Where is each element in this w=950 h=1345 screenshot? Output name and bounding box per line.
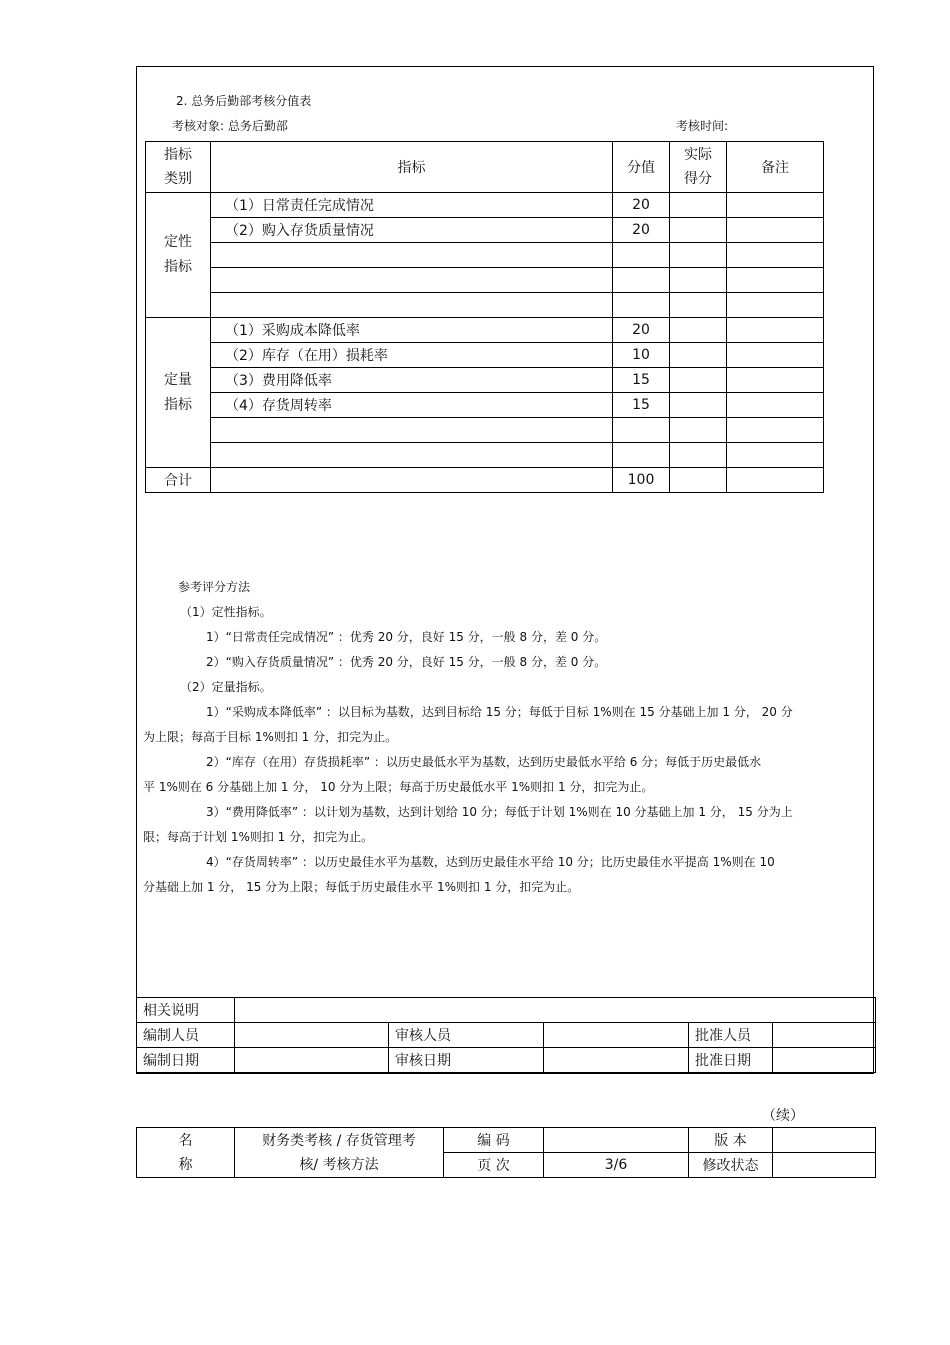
related-row	[137, 998, 876, 1023]
note-cell	[727, 268, 824, 293]
document-name-line2: 核/ 考核方法	[299, 1156, 379, 1173]
indicator-cell: （2）购入存货质量情况	[211, 218, 613, 243]
quantitative-item-1-line2: 为上限；每高于目标 1%则扣 1 分，扣完为止。	[143, 730, 398, 744]
footer-row-1	[137, 1128, 876, 1153]
quantitative-item-4-line2: 分基础上加 1 分， 15 分为上限；每低于历史最佳水平 1%则扣 1 分，扣完为止。	[143, 880, 580, 894]
total-row	[146, 468, 824, 493]
table-row	[146, 218, 824, 243]
page-label: 页 次	[444, 1153, 544, 1178]
header-score: 分值	[613, 142, 670, 193]
table-header-row	[146, 142, 824, 193]
quantitative-item-3-line2: 限；每高于计划 1%则扣 1 分，扣完为止。	[143, 830, 374, 844]
quantitative-label	[146, 318, 211, 468]
header-actual-line2: 得分	[684, 171, 712, 187]
document-name-line1: 财务类考核 / 存货管理考	[262, 1132, 416, 1149]
actual-cell	[670, 343, 727, 368]
note-cell	[727, 393, 824, 418]
indicator-cell	[211, 418, 613, 443]
quantitative-item-2-line2: 平 1%则在 6 分基础上加 1 分， 10 分为上限；每高于历史最低水平 1%则扣 1 分，扣完为止。	[143, 780, 654, 794]
actual-cell	[670, 293, 727, 318]
version-label: 版 本	[689, 1128, 773, 1153]
reviewed-by-label: 审核人员	[389, 1023, 544, 1048]
score-cell	[613, 243, 670, 268]
table-row	[146, 318, 824, 343]
table-row	[146, 343, 824, 368]
indicator-cell	[211, 443, 613, 468]
qualitative-method-title: （1）定性指标。	[180, 605, 272, 619]
score-cell	[613, 418, 670, 443]
note-cell	[727, 468, 824, 493]
document-footer-table	[136, 1127, 876, 1178]
approved-by-label: 批准人员	[689, 1023, 773, 1048]
actual-cell	[670, 318, 727, 343]
note-cell	[727, 418, 824, 443]
table-row	[146, 268, 824, 293]
note-cell	[727, 368, 824, 393]
quantitative-method-title: （2）定量指标。	[180, 680, 272, 694]
code-value	[544, 1128, 689, 1153]
header-category-line2: 类别	[164, 171, 192, 187]
prepared-date-label: 编制日期	[137, 1048, 235, 1073]
table-row	[146, 393, 824, 418]
qualitative-item-2: 2）“购入存货质量情况” ：优秀 20 分，良好 15 分，一般 8 分，差 0 分。	[206, 655, 607, 669]
quantitative-item-3-line1: 3）“费用降低率” ：以计划为基数，达到计划给 10 分；每低于计划 1%则在 10 分基础上加 1 分， 15 分为上	[206, 805, 793, 819]
page-value: 3/6	[544, 1153, 689, 1178]
reviewed-by-value	[544, 1023, 689, 1048]
quantitative-item-4-line1: 4）“存货周转率” ：以历史最佳水平为基数，达到历史最佳水平给 10 分；比历史最佳水平提高 1%则在 10	[206, 855, 775, 869]
indicator-cell	[211, 268, 613, 293]
score-cell: 15	[613, 368, 670, 393]
score-cell: 20	[613, 318, 670, 343]
quantitative-label-line2: 指标	[164, 396, 192, 413]
approved-date-value	[773, 1048, 876, 1073]
note-cell	[727, 218, 824, 243]
personnel-row	[137, 1023, 876, 1048]
actual-cell	[670, 443, 727, 468]
actual-cell	[670, 393, 727, 418]
revision-value	[773, 1153, 876, 1178]
header-category	[146, 142, 211, 193]
actual-cell	[670, 468, 727, 493]
indicator-cell	[211, 243, 613, 268]
score-cell: 20	[613, 193, 670, 218]
qualitative-label-line1: 定性	[164, 234, 192, 250]
indicator-cell: （3）费用降低率	[211, 368, 613, 393]
revision-label: 修改状态	[689, 1153, 773, 1178]
indicator-cell: （4）存货周转率	[211, 393, 613, 418]
actual-cell	[670, 368, 727, 393]
note-cell	[727, 318, 824, 343]
qualitative-label	[146, 193, 211, 318]
actual-cell	[670, 218, 727, 243]
document-name	[235, 1128, 444, 1178]
code-label: 编 码	[444, 1128, 544, 1153]
related-label: 相关说明	[137, 998, 235, 1023]
score-cell: 10	[613, 343, 670, 368]
version-value	[773, 1128, 876, 1153]
table-row	[146, 418, 824, 443]
approved-by-value	[773, 1023, 876, 1048]
approved-date-label: 批准日期	[689, 1048, 773, 1073]
indicator-cell: （2）库存（在用）损耗率	[211, 343, 613, 368]
approval-table	[136, 997, 876, 1073]
assessment-target: 考核对象: 总务后勤部	[172, 119, 288, 133]
name-label-line2: 称	[178, 1156, 193, 1173]
table-row	[146, 293, 824, 318]
note-cell	[727, 193, 824, 218]
date-row	[137, 1048, 876, 1073]
actual-cell	[670, 243, 727, 268]
actual-cell	[670, 268, 727, 293]
header-indicator: 指标	[211, 142, 613, 193]
method-title: 参考评分方法	[178, 580, 251, 594]
indicator-cell	[211, 468, 613, 493]
score-table	[145, 141, 824, 493]
score-cell: 20	[613, 218, 670, 243]
score-cell: 15	[613, 393, 670, 418]
score-cell	[613, 293, 670, 318]
indicator-cell	[211, 293, 613, 318]
qualitative-label-line2: 指标	[164, 259, 192, 275]
indicator-cell: （1）采购成本降低率	[211, 318, 613, 343]
prepared-by-value	[235, 1023, 389, 1048]
total-label: 合计	[146, 468, 211, 493]
note-cell	[727, 293, 824, 318]
name-label-line1: 名	[178, 1132, 193, 1149]
table-row	[146, 193, 824, 218]
quantitative-item-1-line1: 1）“采购成本降低率” ：以目标为基数，达到目标给 15 分；每低于目标 1%则在 15 分基础上加 1 分， 20 分	[206, 705, 793, 719]
score-cell	[613, 268, 670, 293]
score-cell	[613, 443, 670, 468]
prepared-by-label: 编制人员	[137, 1023, 235, 1048]
indicator-cell: （1）日常责任完成情况	[211, 193, 613, 218]
reviewed-date-value	[544, 1048, 689, 1073]
total-score: 100	[613, 468, 670, 493]
table-row	[146, 368, 824, 393]
header-note: 备注	[727, 142, 824, 193]
header-actual	[670, 142, 727, 193]
quantitative-item-2-line1: 2）“库存（在用）存货损耗率” ：以历史最低水平为基数，达到历史最低水平给 6 分；每低于历史最低水	[206, 755, 762, 769]
table-row	[146, 443, 824, 468]
name-label	[137, 1128, 235, 1178]
section-title: 2. 总务后勤部考核分值表	[176, 94, 312, 108]
note-cell	[727, 343, 824, 368]
prepared-date-value	[235, 1048, 389, 1073]
actual-cell	[670, 418, 727, 443]
table-row	[146, 243, 824, 268]
related-value	[235, 998, 876, 1023]
header-category-line1: 指标	[164, 147, 192, 163]
reviewed-date-label: 审核日期	[389, 1048, 544, 1073]
qualitative-item-1: 1）“日常责任完成情况” ：优秀 20 分，良好 15 分，一般 8 分，差 0 分。	[206, 630, 607, 644]
note-cell	[727, 443, 824, 468]
assessment-time: 考核时间:	[676, 119, 729, 133]
note-cell	[727, 243, 824, 268]
actual-cell	[670, 193, 727, 218]
header-actual-line1: 实际	[684, 147, 712, 163]
continued-label: （续）	[762, 1108, 804, 1124]
quantitative-label-line1: 定量	[164, 371, 192, 388]
